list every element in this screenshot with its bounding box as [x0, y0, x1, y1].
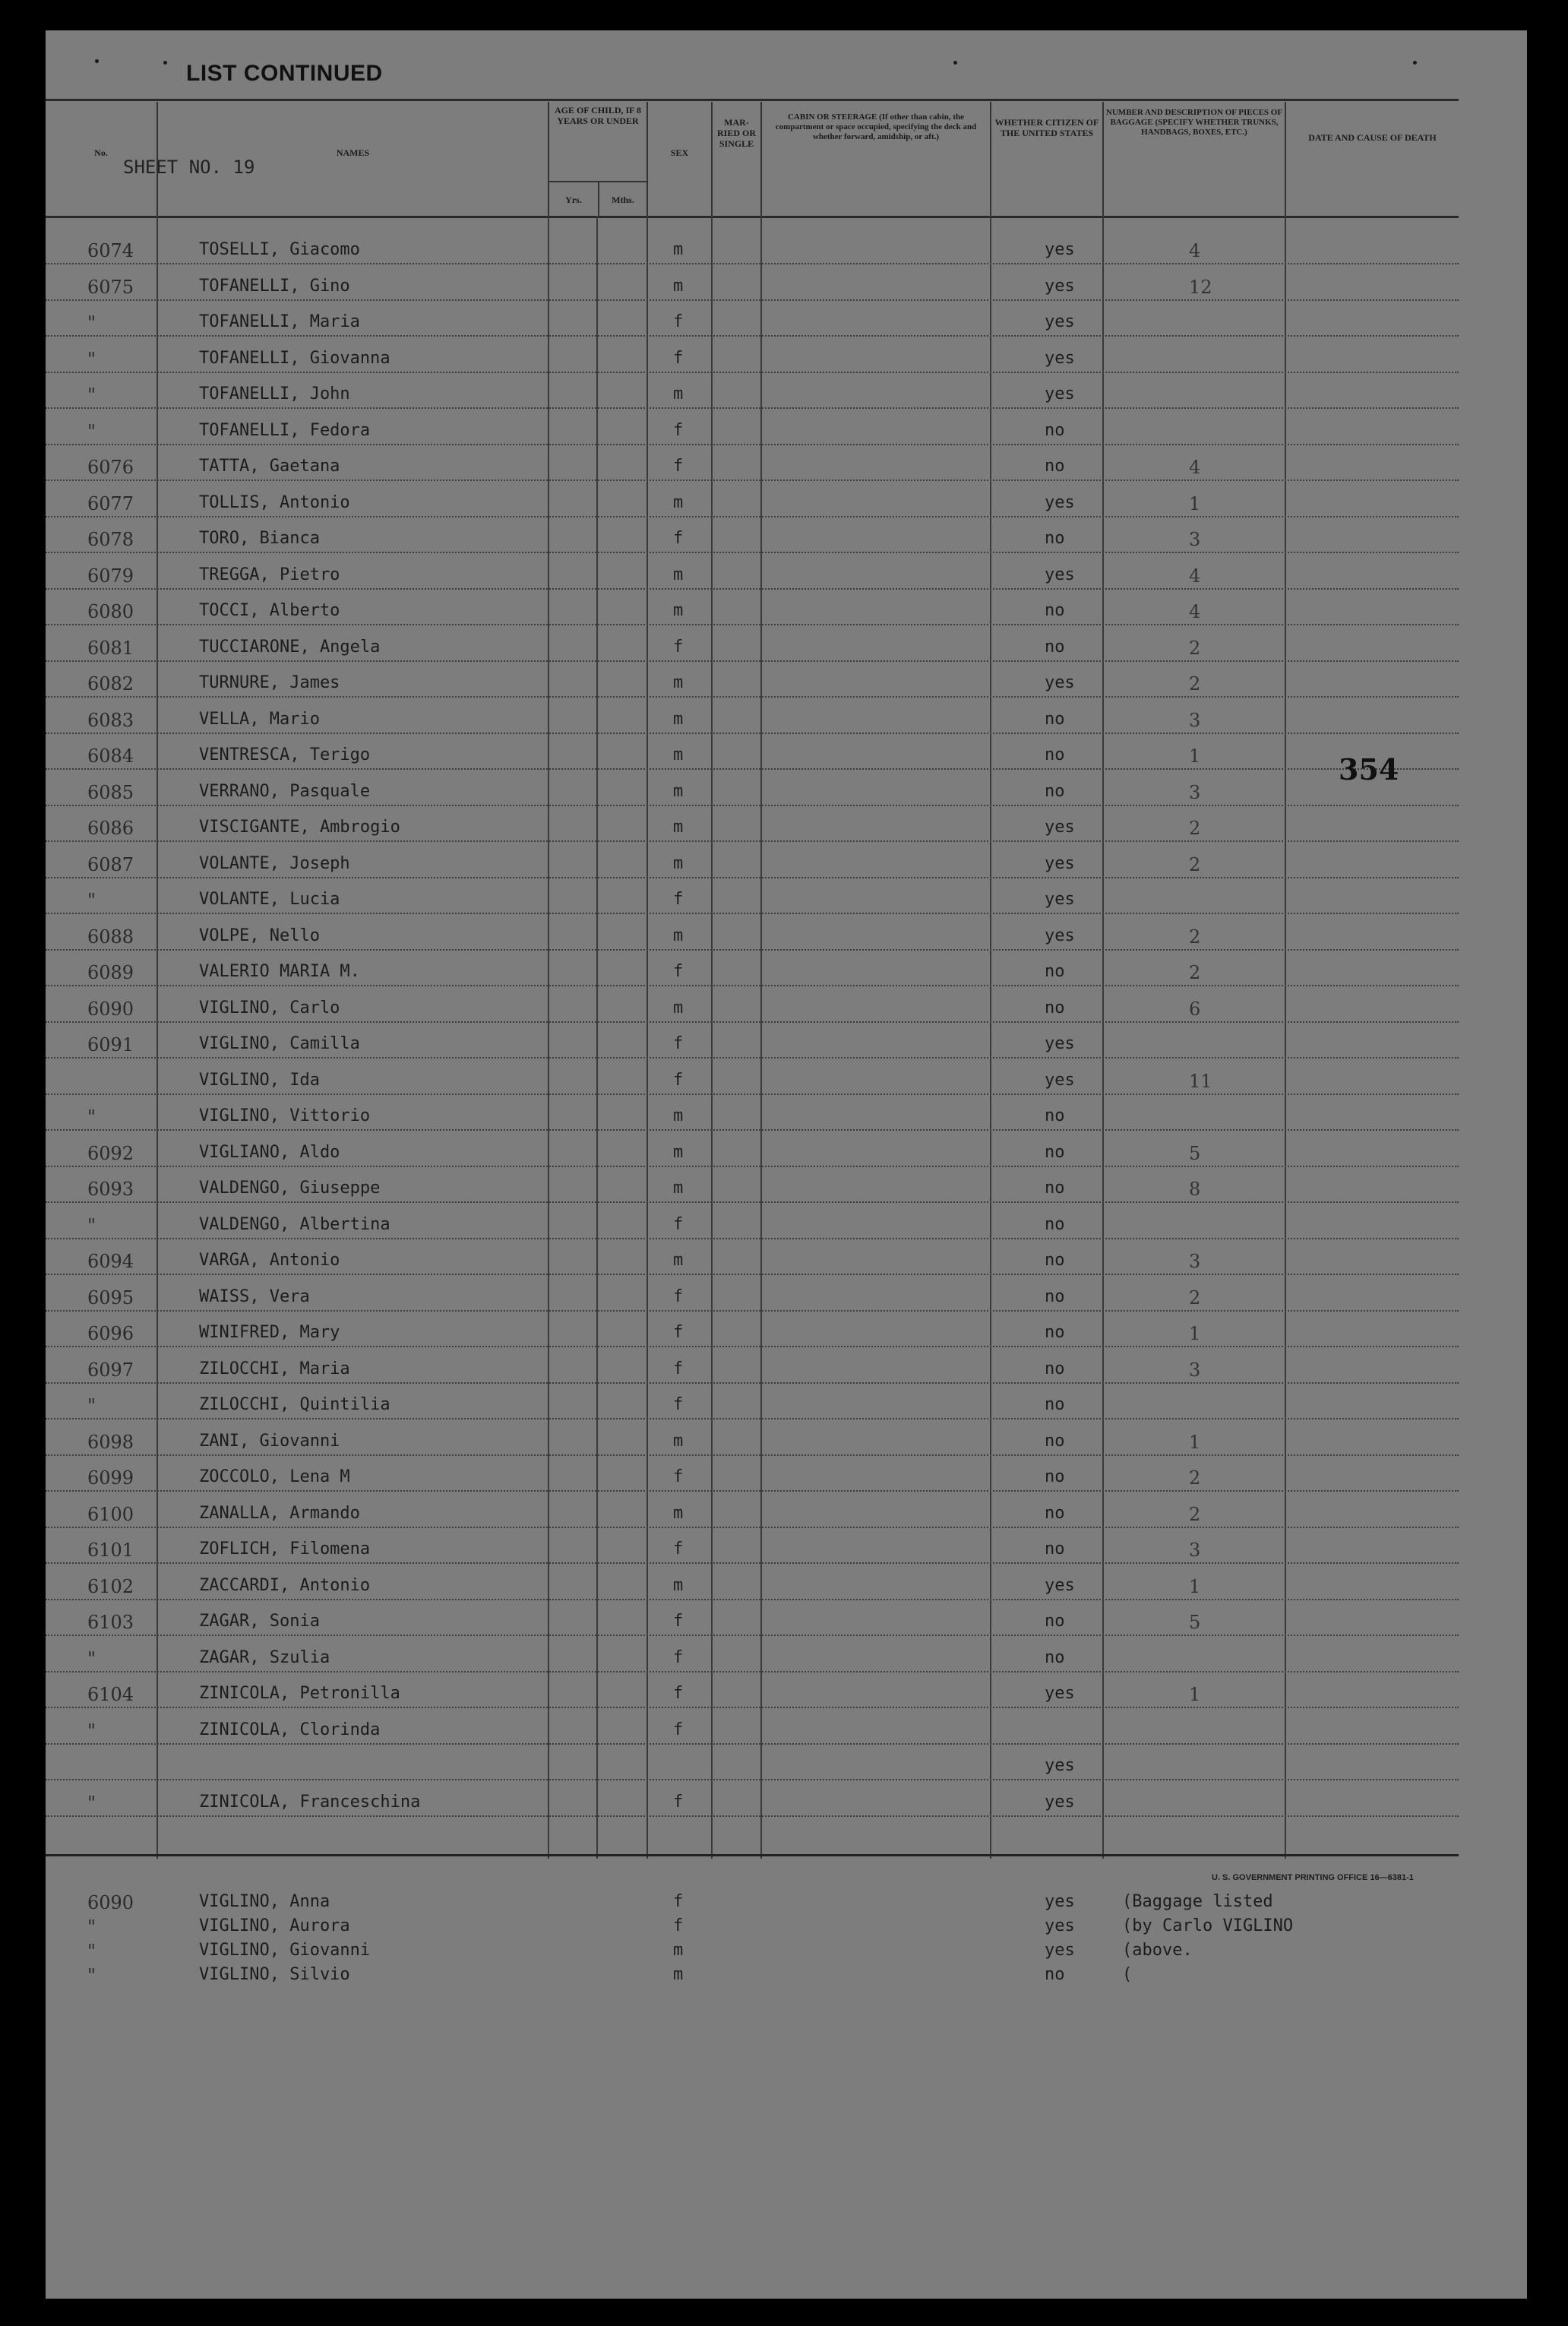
row-sex: f — [673, 1071, 684, 1090]
row-rule — [46, 1562, 1459, 1565]
row-baggage: 1 — [1189, 745, 1201, 767]
row-sex: f — [673, 1540, 684, 1559]
row-baggage: 2 — [1189, 1467, 1201, 1489]
row-name: TOCCI, Alberto — [199, 601, 340, 620]
row-number: " — [87, 1793, 96, 1814]
row-name: TUCCIARONE, Angela — [199, 638, 381, 657]
column-rule — [711, 216, 713, 1859]
row-citizen: yes — [1045, 1756, 1075, 1775]
row-number: " — [87, 421, 96, 442]
row-citizen: no — [1045, 1251, 1065, 1270]
row-citizen: no — [1045, 1467, 1065, 1486]
row-sex: m — [673, 1251, 684, 1270]
row-number: 6078 — [87, 529, 134, 550]
row-sex: m — [673, 277, 684, 296]
row-rule — [46, 1129, 1459, 1131]
row-name: ZOFLICH, Filomena — [199, 1540, 371, 1559]
row-name: VALDENGO, Albertina — [199, 1215, 390, 1234]
column-rule — [156, 216, 158, 1859]
row-sex: f — [673, 1720, 684, 1739]
row-name: ZINICOLA, Clorinda — [199, 1720, 381, 1739]
row-sex: f — [673, 1287, 684, 1306]
row-rule — [46, 1743, 1459, 1745]
col-age-header — [548, 102, 646, 216]
row-sex: m — [673, 673, 684, 692]
row-citizen: no — [1045, 962, 1065, 981]
row-rule — [46, 516, 1459, 518]
row-citizen: no — [1045, 1504, 1065, 1523]
row-rule — [46, 985, 1459, 987]
row-name: ZANI, Giovanni — [199, 1432, 340, 1451]
row-number: " — [87, 385, 96, 406]
row-baggage: 2 — [1189, 926, 1201, 948]
addendum-name: VIGLINO, Anna — [199, 1892, 330, 1911]
row-rule — [46, 1490, 1459, 1492]
addendum-citizen: yes — [1045, 1941, 1075, 1960]
row-sex: m — [673, 854, 684, 873]
row-number: 6074 — [87, 240, 134, 261]
punch-dot — [95, 59, 99, 63]
row-rule — [46, 588, 1459, 590]
addendum-number: " — [87, 1941, 96, 1962]
row-sex: f — [673, 457, 684, 476]
row-rule — [46, 372, 1459, 374]
row-sex: m — [673, 240, 684, 259]
row-number: 6077 — [87, 493, 134, 514]
row-citizen: yes — [1045, 926, 1075, 945]
row-name: VIGLIANO, Aldo — [199, 1143, 340, 1162]
row-citizen: no — [1045, 1648, 1065, 1667]
row-baggage: 5 — [1189, 1143, 1201, 1164]
row-baggage: 2 — [1189, 854, 1201, 875]
row-baggage: 8 — [1189, 1179, 1201, 1200]
row-rule — [46, 1238, 1459, 1240]
row-baggage: 3 — [1189, 1540, 1201, 1561]
list-title: LIST CONTINUED — [186, 61, 383, 86]
row-number: 6091 — [87, 1034, 134, 1055]
row-rule — [46, 479, 1459, 482]
row-number: 6098 — [87, 1432, 134, 1453]
row-number: 6079 — [87, 565, 134, 587]
row-sex: f — [673, 529, 684, 548]
punch-dot — [1413, 61, 1417, 65]
row-rule — [46, 1527, 1459, 1529]
row-rule — [46, 444, 1459, 446]
row-baggage: 4 — [1189, 240, 1201, 261]
row-name: VALDENGO, Giuseppe — [199, 1179, 381, 1198]
row-name: VELLA, Mario — [199, 710, 320, 729]
row-baggage: 3 — [1189, 1251, 1201, 1272]
row-citizen: yes — [1045, 385, 1075, 403]
col-citizen-header: WHETHER CITIZEN OF THE UNITED STATES — [990, 102, 1102, 216]
row-baggage: 1 — [1189, 1576, 1201, 1597]
row-sex: f — [673, 1215, 684, 1234]
row-name: WINIFRED, Mary — [199, 1323, 340, 1342]
row-citizen: no — [1045, 1179, 1065, 1198]
row-name: TURNURE, James — [199, 673, 340, 692]
row-citizen: no — [1045, 745, 1065, 764]
row-baggage: 3 — [1189, 529, 1201, 550]
row-sex: m — [673, 1143, 684, 1162]
row-number: 6093 — [87, 1179, 134, 1200]
row-number: 6094 — [87, 1251, 134, 1272]
row-sex: f — [673, 1359, 684, 1378]
row-name: ZILOCCHI, Quintilia — [199, 1395, 390, 1414]
row-sex: f — [673, 349, 684, 368]
row-baggage: 2 — [1189, 962, 1201, 983]
row-rule — [46, 840, 1459, 843]
row-number: " — [87, 1395, 96, 1416]
row-number: 6081 — [87, 638, 134, 659]
row-baggage: 2 — [1189, 818, 1201, 839]
row-number: " — [87, 1215, 96, 1236]
row-name: VALERIO MARIA M. — [199, 962, 360, 981]
row-citizen: yes — [1045, 1684, 1075, 1703]
row-name: TATTA, Gaetana — [199, 457, 340, 476]
row-citizen: yes — [1045, 240, 1075, 259]
row-rule — [46, 877, 1459, 879]
row-name: VIGLINO, Vittorio — [199, 1106, 371, 1125]
row-sex: f — [673, 1793, 684, 1812]
row-citizen: no — [1045, 601, 1065, 620]
column-rule — [1102, 216, 1104, 1859]
row-number: 6101 — [87, 1540, 134, 1561]
row-sex: m — [673, 385, 684, 403]
row-name: TOFANELLI, John — [199, 385, 350, 403]
row-sex: m — [673, 745, 684, 764]
punch-dot — [163, 61, 167, 65]
col-baggage-header: NUMBER AND DESCRIPTION OF PIECES OF BAGGAGE (SPECIFY WHETHER TRUNKS, HANDBAGS, BOXES, ETC.) — [1102, 102, 1285, 216]
row-rule — [46, 1418, 1459, 1420]
page-number: 354 — [1339, 752, 1399, 786]
row-sex: m — [673, 818, 684, 837]
addendum-sex: m — [673, 1965, 684, 1984]
sheet-number: SHEET NO. 19 — [123, 157, 255, 178]
punch-dot — [953, 61, 957, 65]
row-citizen: yes — [1045, 673, 1075, 692]
row-baggage: 6 — [1189, 998, 1201, 1020]
row-citizen: no — [1045, 1359, 1065, 1378]
row-number: " — [87, 1720, 96, 1742]
col-cabin-header: CABIN OR STEERAGE (If other than cabin, the compartment or space occupied, specifying the deck and whether forward, amidship, or aft.) — [760, 102, 990, 216]
row-sex: f — [673, 421, 684, 440]
row-name: ZACCARDI, Antonio — [199, 1576, 371, 1595]
row-baggage: 1 — [1189, 1432, 1201, 1453]
row-baggage: 3 — [1189, 1359, 1201, 1381]
row-number: 6085 — [87, 782, 134, 803]
addendum-citizen: yes — [1045, 1892, 1075, 1911]
row-sex: f — [673, 962, 684, 981]
row-number: 6082 — [87, 673, 134, 695]
row-name: TOSELLI, Giacomo — [199, 240, 360, 259]
row-sex: f — [673, 1034, 684, 1053]
row-rule — [46, 263, 1459, 265]
row-citizen: no — [1045, 782, 1065, 801]
row-rule — [46, 1093, 1459, 1096]
row-sex: m — [673, 1504, 684, 1523]
row-name: VENTRESCA, Terigo — [199, 745, 371, 764]
row-number: 6104 — [87, 1684, 134, 1705]
table-header — [46, 102, 1459, 218]
col-sex-header: SEX — [646, 102, 711, 216]
row-name: TREGGA, Pietro — [199, 565, 340, 584]
row-citizen: yes — [1045, 1034, 1075, 1053]
row-name: ZINICOLA, Petronilla — [199, 1684, 400, 1703]
row-rule — [46, 1057, 1459, 1059]
row-citizen: no — [1045, 1612, 1065, 1631]
age-label: AGE OF CHILD, IF 8 YEARS OR UNDER — [554, 105, 642, 126]
addendum-note: (above. — [1122, 1941, 1193, 1960]
row-baggage: 12 — [1189, 277, 1212, 298]
row-sex: f — [673, 1648, 684, 1667]
row-number: 6076 — [87, 457, 134, 478]
row-name: WAISS, Vera — [199, 1287, 310, 1306]
bottom-rule — [46, 1854, 1459, 1856]
addendum-number: " — [87, 1916, 96, 1938]
row-sex: f — [673, 1323, 684, 1342]
row-rule — [46, 335, 1459, 337]
row-name: TOLLIS, Antonio — [199, 493, 350, 512]
row-name: ZAGAR, Sonia — [199, 1612, 320, 1631]
printer-imprint: U. S. GOVERNMENT PRINTING OFFICE 16—6381-1 — [1212, 1873, 1414, 1882]
row-name: TORO, Bianca — [199, 529, 320, 548]
row-citizen: yes — [1045, 349, 1075, 368]
row-rule — [46, 407, 1459, 410]
column-rule — [596, 216, 598, 1859]
row-name: TOFANELLI, Maria — [199, 312, 360, 331]
row-citizen: yes — [1045, 565, 1075, 584]
row-sex: m — [673, 926, 684, 945]
addendum-number: " — [87, 1965, 96, 1986]
row-citizen: yes — [1045, 312, 1075, 331]
row-name: VIGLINO, Carlo — [199, 998, 340, 1017]
row-number: 6096 — [87, 1323, 134, 1344]
row-rule — [46, 1166, 1459, 1168]
column-rule — [760, 216, 762, 1859]
row-number: 6099 — [87, 1467, 134, 1489]
row-number: " — [87, 312, 96, 334]
row-number: 6103 — [87, 1612, 134, 1633]
row-rule — [46, 1310, 1459, 1312]
row-sex: m — [673, 710, 684, 729]
row-citizen: no — [1045, 1540, 1065, 1559]
row-rule — [46, 1815, 1459, 1818]
row-number: 6102 — [87, 1576, 134, 1597]
row-citizen: no — [1045, 457, 1065, 476]
row-citizen: no — [1045, 1432, 1065, 1451]
col-yrs-header: Yrs. — [549, 181, 598, 216]
row-rule — [46, 949, 1459, 951]
row-rule — [46, 1599, 1459, 1601]
row-sex: f — [673, 1612, 684, 1631]
row-rule — [46, 1346, 1459, 1348]
addendum-sex: f — [673, 1916, 684, 1935]
row-name: TOFANELLI, Giovanna — [199, 349, 390, 368]
header-rule — [46, 99, 1459, 101]
row-rule — [46, 552, 1459, 554]
row-sex: m — [673, 782, 684, 801]
row-sex: f — [673, 1395, 684, 1414]
row-baggage: 4 — [1189, 601, 1201, 622]
addendum-citizen: no — [1045, 1965, 1065, 1984]
row-number: 6083 — [87, 710, 134, 731]
addendum-note: (by Carlo VIGLINO — [1122, 1916, 1294, 1935]
row-name: VIGLINO, Camilla — [199, 1034, 360, 1053]
row-name: VOLPE, Nello — [199, 926, 320, 945]
row-name: ZILOCCHI, Maria — [199, 1359, 350, 1378]
column-rule — [1285, 216, 1286, 1859]
row-name: VARGA, Antonio — [199, 1251, 340, 1270]
row-citizen: no — [1045, 1143, 1065, 1162]
row-rule — [46, 1021, 1459, 1024]
row-number: 6100 — [87, 1504, 134, 1525]
row-baggage: 4 — [1189, 565, 1201, 587]
row-baggage: 2 — [1189, 673, 1201, 695]
row-baggage: 3 — [1189, 710, 1201, 731]
row-citizen: yes — [1045, 277, 1075, 296]
row-number: " — [87, 349, 96, 370]
row-rule — [46, 1671, 1459, 1673]
row-sex: m — [673, 998, 684, 1017]
row-citizen: yes — [1045, 1071, 1075, 1090]
row-rule — [46, 1201, 1459, 1204]
row-sex: f — [673, 1684, 684, 1703]
row-sex: m — [673, 493, 684, 512]
row-number: " — [87, 890, 96, 911]
row-citizen: yes — [1045, 1793, 1075, 1812]
row-name: VOLANTE, Lucia — [199, 890, 340, 909]
row-number: 6080 — [87, 601, 134, 622]
row-citizen: yes — [1045, 1576, 1075, 1595]
row-rule — [46, 1779, 1459, 1781]
col-mths-header: Mths. — [598, 181, 646, 216]
addendum-note: ( — [1122, 1965, 1133, 1984]
row-name: ZANALLA, Armando — [199, 1504, 360, 1523]
row-name: VOLANTE, Joseph — [199, 854, 350, 873]
row-sex: f — [673, 1467, 684, 1486]
row-citizen: yes — [1045, 854, 1075, 873]
row-number: 6088 — [87, 926, 134, 948]
row-citizen: no — [1045, 998, 1065, 1017]
row-name: VISCIGANTE, Ambrogio — [199, 818, 400, 837]
row-number: 6075 — [87, 277, 134, 298]
addendum-name: VIGLINO, Giovanni — [199, 1941, 371, 1960]
row-number: 6089 — [87, 962, 134, 983]
row-rule — [46, 913, 1459, 915]
row-sex: m — [673, 1106, 684, 1125]
row-number: 6086 — [87, 818, 134, 839]
col-married-header: MAR-RIED OR SINGLE — [711, 102, 760, 216]
column-rule — [990, 216, 991, 1859]
addendum-sex: f — [673, 1892, 684, 1911]
row-number: 6084 — [87, 745, 134, 767]
row-citizen: no — [1045, 421, 1065, 440]
column-rule — [646, 216, 648, 1859]
addendum-number: 6090 — [87, 1892, 134, 1913]
column-rule — [548, 216, 549, 1859]
row-rule — [46, 696, 1459, 698]
row-number: 6095 — [87, 1287, 134, 1309]
row-baggage: 3 — [1189, 782, 1201, 803]
row-rule — [46, 1707, 1459, 1709]
row-citizen: no — [1045, 529, 1065, 548]
row-sex: m — [673, 1576, 684, 1595]
row-citizen: no — [1045, 710, 1065, 729]
row-rule — [46, 660, 1459, 663]
addendum-note: (Baggage listed — [1122, 1892, 1273, 1911]
row-number: 6092 — [87, 1143, 134, 1164]
row-name: ZOCCOLO, Lena M — [199, 1467, 350, 1486]
row-rule — [46, 1382, 1459, 1385]
row-baggage: 4 — [1189, 457, 1201, 478]
row-rule — [46, 768, 1459, 771]
row-name: ZINICOLA, Franceschina — [199, 1793, 421, 1812]
row-baggage: 11 — [1189, 1071, 1212, 1092]
row-sex: f — [673, 312, 684, 331]
row-name: VERRANO, Pasquale — [199, 782, 371, 801]
row-rule — [46, 299, 1459, 302]
col-death-header: DATE AND CAUSE OF DEATH — [1285, 102, 1459, 216]
col-names-header: NAMES — [156, 102, 548, 216]
row-sex: m — [673, 1432, 684, 1451]
row-sex: f — [673, 890, 684, 909]
row-number: " — [87, 1106, 96, 1128]
row-baggage: 1 — [1189, 1323, 1201, 1344]
row-baggage: 2 — [1189, 638, 1201, 659]
row-rule — [46, 1454, 1459, 1457]
row-citizen: yes — [1045, 890, 1075, 909]
row-baggage: 2 — [1189, 1287, 1201, 1309]
row-citizen: no — [1045, 1215, 1065, 1234]
row-rule — [46, 805, 1459, 807]
row-name: TOFANELLI, Gino — [199, 277, 350, 296]
row-rule — [46, 733, 1459, 735]
row-citizen: no — [1045, 638, 1065, 657]
row-rule — [46, 624, 1459, 626]
row-baggage: 2 — [1189, 1504, 1201, 1525]
row-number: 6090 — [87, 998, 134, 1020]
row-sex: m — [673, 1179, 684, 1198]
row-citizen: no — [1045, 1395, 1065, 1414]
addendum-name: VIGLINO, Silvio — [199, 1965, 350, 1984]
row-name: TOFANELLI, Fedora — [199, 421, 371, 440]
row-number: 6087 — [87, 854, 134, 875]
col-no-header: No. — [94, 147, 108, 158]
row-name: VIGLINO, Ida — [199, 1071, 320, 1090]
addendum-citizen: yes — [1045, 1916, 1075, 1935]
row-citizen: yes — [1045, 818, 1075, 837]
row-baggage: 1 — [1189, 1684, 1201, 1705]
row-rule — [46, 1274, 1459, 1276]
row-sex: m — [673, 565, 684, 584]
row-name: ZAGAR, Szulia — [199, 1648, 330, 1667]
row-citizen: no — [1045, 1287, 1065, 1306]
row-citizen: yes — [1045, 493, 1075, 512]
row-number: " — [87, 1648, 96, 1669]
row-number: 6097 — [87, 1359, 134, 1381]
row-baggage: 5 — [1189, 1612, 1201, 1633]
row-rule — [46, 1635, 1459, 1637]
row-citizen: no — [1045, 1106, 1065, 1125]
row-sex: m — [673, 601, 684, 620]
row-sex: f — [673, 638, 684, 657]
row-baggage: 1 — [1189, 493, 1201, 514]
row-citizen: no — [1045, 1323, 1065, 1342]
addendum-name: VIGLINO, Aurora — [199, 1916, 350, 1935]
addendum-sex: m — [673, 1941, 684, 1960]
